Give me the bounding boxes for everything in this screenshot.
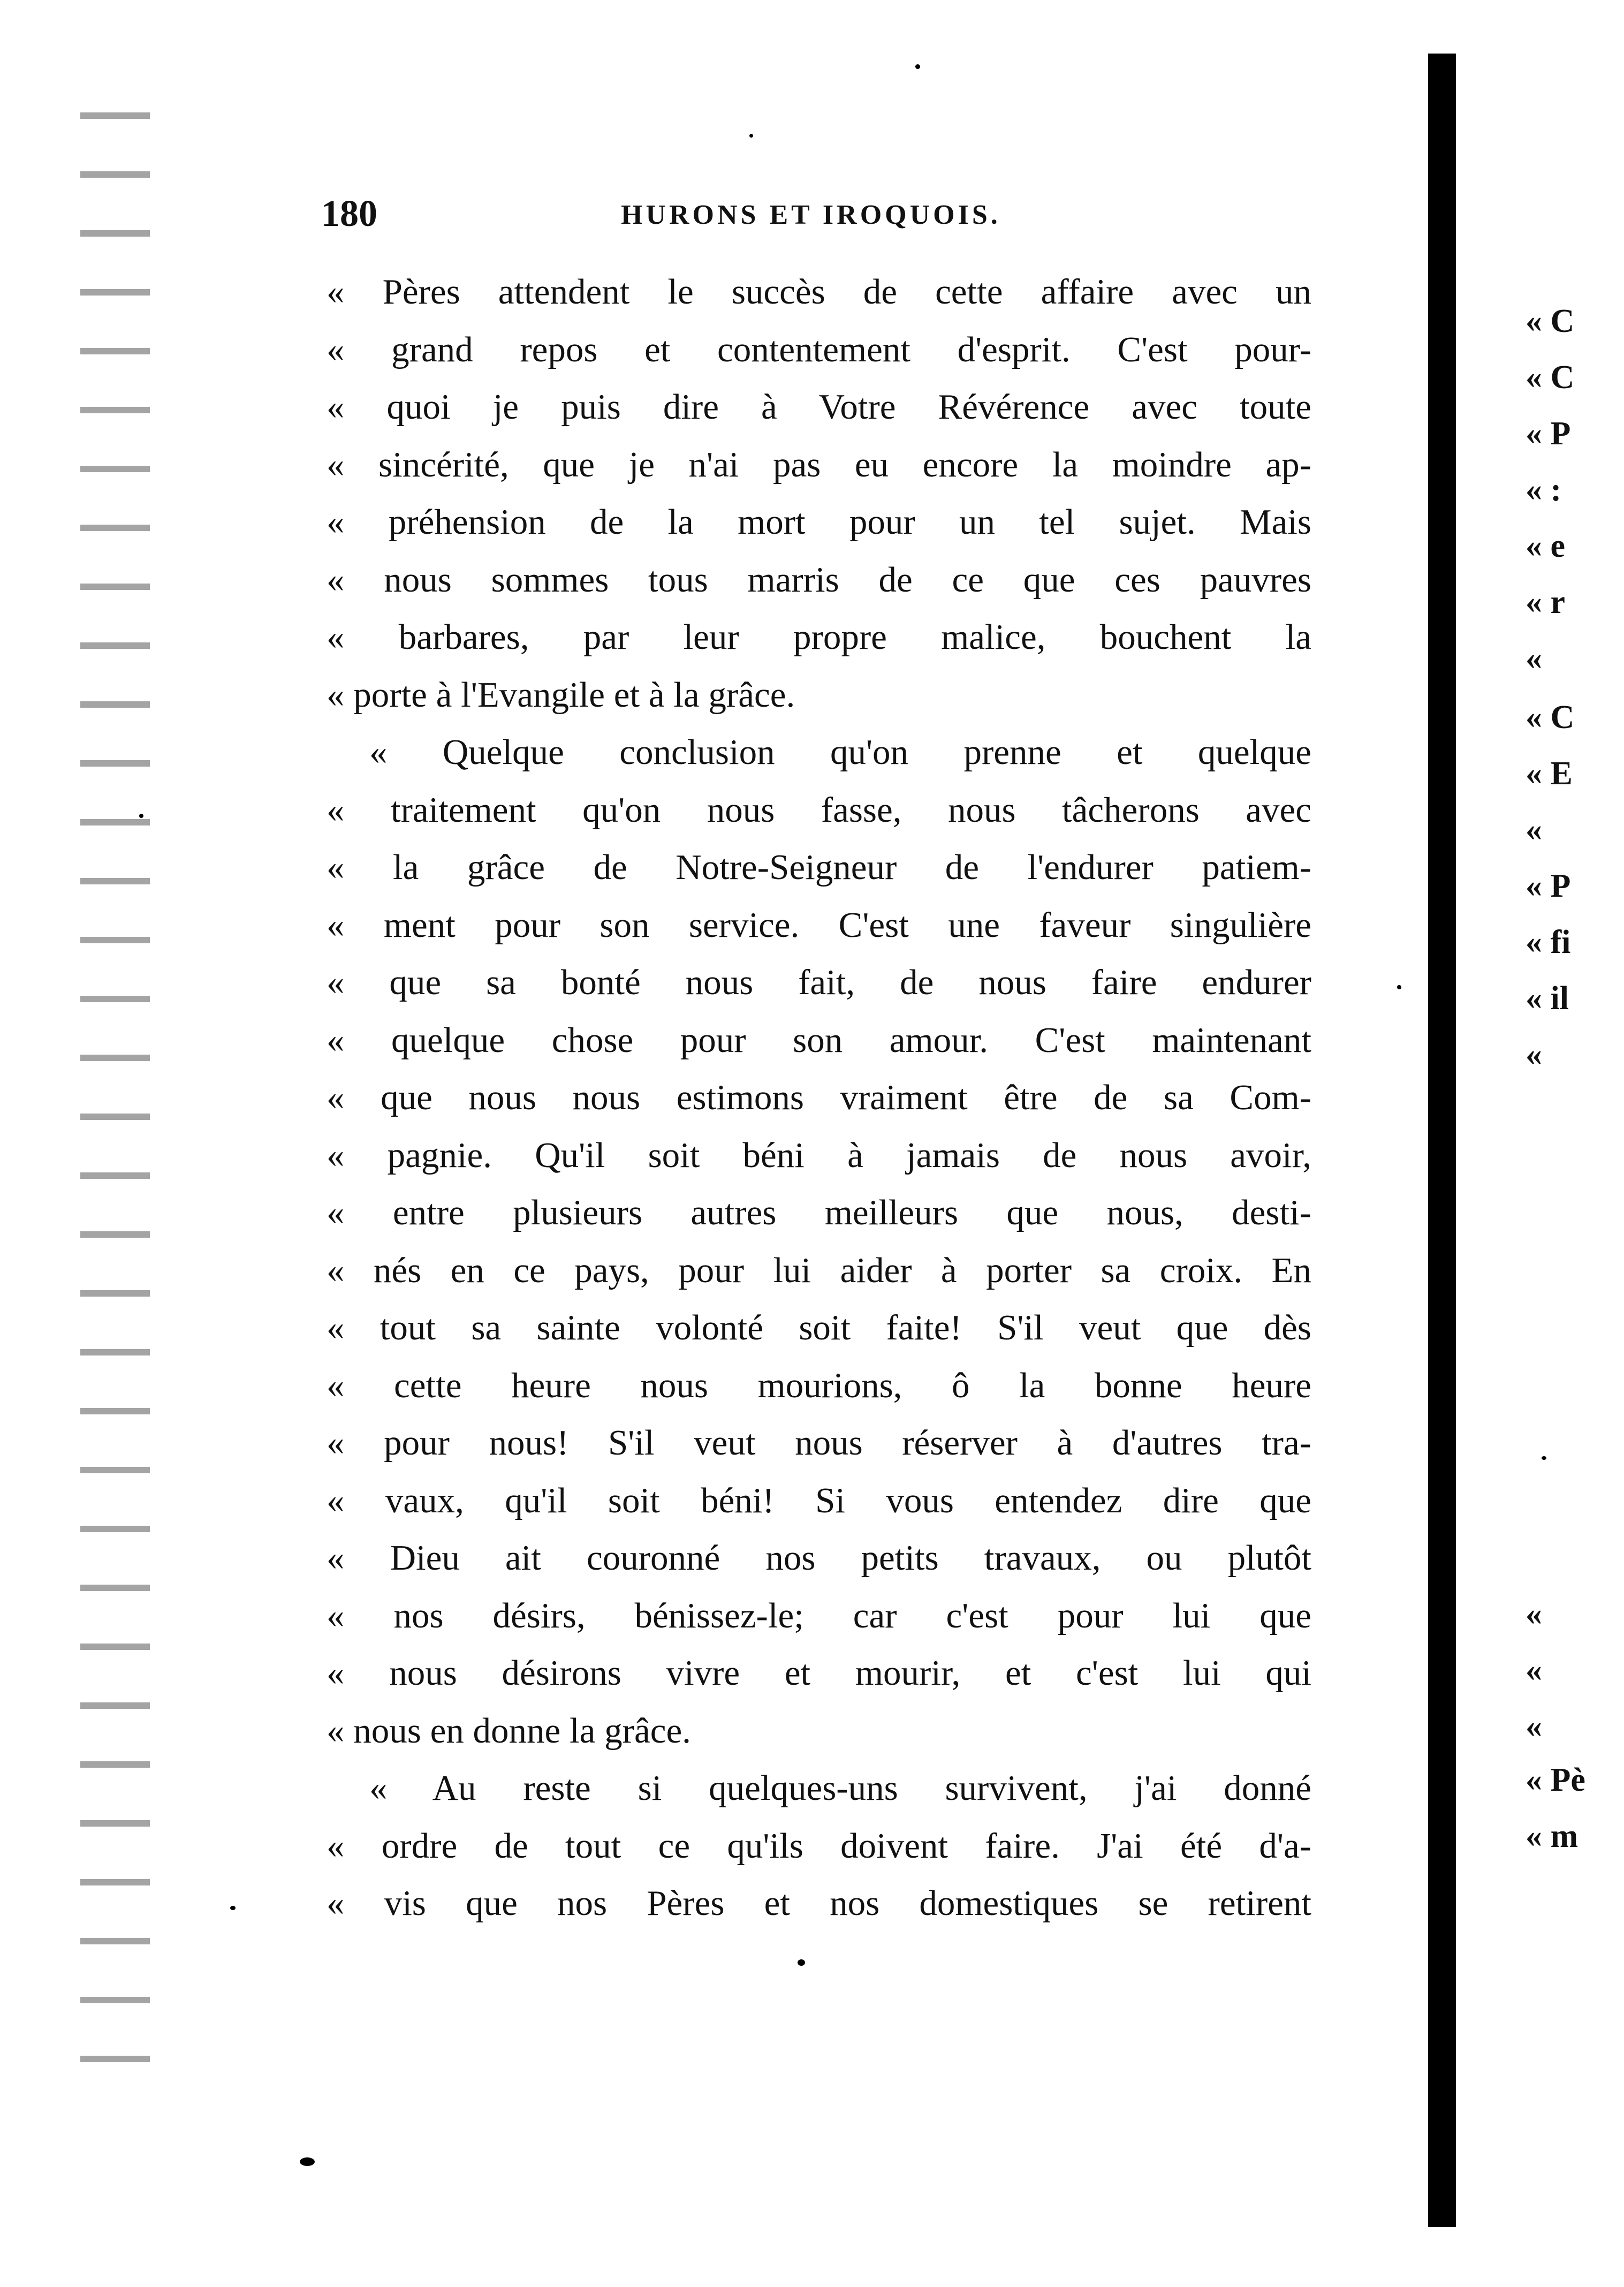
print-speck xyxy=(1397,985,1401,989)
text-line: « Dieu ait couronné nos petits travaux, ou plutôt xyxy=(327,1538,1311,1578)
text-line: « traitement qu'on nous fasse, nous tâcherons avec xyxy=(327,790,1311,830)
text-line: « sincérité, que je n'ai pas eu encore la moindre ap- xyxy=(327,444,1311,484)
next-page-fragment: « xyxy=(1526,640,1542,677)
next-page-fragment: « xyxy=(1526,812,1542,848)
text-line: « Quelque conclusion qu'on prenne et quelque xyxy=(369,732,1311,772)
next-page-fragment: « E xyxy=(1526,755,1573,792)
print-speck xyxy=(139,814,143,818)
text-line: « Au reste si quelques-uns survivent, j'ai donné xyxy=(369,1768,1311,1808)
text-line: « Pères attendent le succès de cette affaire avec un xyxy=(327,272,1311,312)
next-page-fragment: « il xyxy=(1526,980,1569,1017)
page-header xyxy=(321,193,1311,241)
text-line: « pagnie. Qu'il soit béni à jamais de nous avoir, xyxy=(327,1135,1311,1175)
next-page-fragment: « P xyxy=(1526,415,1571,452)
next-page-fragment: « : xyxy=(1526,472,1562,508)
text-line: « nos désirs, bénissez-le; car c'est pour lui que xyxy=(327,1595,1311,1635)
text-line: « tout sa sainte volonté soit faite! S'il veut que dès xyxy=(327,1308,1311,1347)
next-page-fragment: « e xyxy=(1526,528,1566,564)
next-page-fragment: « r xyxy=(1526,584,1566,620)
print-speck xyxy=(915,64,920,69)
text-line: « quelque chose pour son amour. C'est maintenant xyxy=(327,1020,1311,1060)
text-line: « préhension de la mort pour un tel sujet. Mais xyxy=(327,502,1311,542)
next-page-fragment: « Pè xyxy=(1526,1762,1585,1798)
next-page-fragment: « xyxy=(1526,1596,1542,1632)
text-line: « nés en ce pays, pour lui aider à porter sa croix. En xyxy=(327,1250,1311,1290)
print-speck xyxy=(1542,1456,1546,1460)
book-gutter-shadow xyxy=(1428,54,1456,2227)
text-line: « entre plusieurs autres meilleurs que nous, desti- xyxy=(327,1193,1311,1232)
text-line: « nous en donne la grâce. xyxy=(327,1710,691,1751)
next-page-fragment: « C xyxy=(1526,699,1575,736)
next-page-fragment: « m xyxy=(1526,1818,1579,1854)
next-page-fragment: « P xyxy=(1526,868,1571,904)
next-page-fragment: « C xyxy=(1526,359,1575,396)
text-line: « ordre de tout ce qu'ils doivent faire. J'ai été d'a- xyxy=(327,1826,1311,1866)
print-speck xyxy=(230,1906,236,1910)
text-line: « cette heure nous mourions, ô la bonne heure xyxy=(327,1365,1311,1405)
print-speck xyxy=(300,2157,315,2166)
next-page-fragment: « xyxy=(1526,1708,1542,1745)
next-page-fragment: « C xyxy=(1526,303,1575,339)
print-speck xyxy=(798,1959,805,1966)
body-text xyxy=(327,263,1311,1933)
text-line: « nous désirons vivre et mourir, et c'est lui qui xyxy=(327,1653,1311,1693)
next-page-fragment: « fi xyxy=(1526,924,1571,960)
text-line: « vaux, qu'il soit béni! Si vous entendez dire que xyxy=(327,1480,1311,1520)
text-line: « quoi je puis dire à Votre Révérence avec toute xyxy=(327,387,1311,427)
text-line: « la grâce de Notre-Seigneur de l'endurer patiem- xyxy=(327,847,1311,887)
text-line: « pour nous! S'il veut nous réserver à d'autres tra- xyxy=(327,1423,1311,1463)
next-page-fragment: « xyxy=(1526,1036,1542,1073)
print-speck xyxy=(749,134,753,138)
text-line: « barbares, par leur propre malice, bouchent la xyxy=(327,617,1311,657)
text-line: « porte à l'Evangile et à la grâce. xyxy=(327,675,795,715)
next-page-edge xyxy=(1526,0,1624,2287)
text-line: « ment pour son service. C'est une faveur singulière xyxy=(327,905,1311,945)
running-title: HURONS ET IROQUOIS. xyxy=(621,200,1001,230)
text-line: « grand repos et contentement d'esprit. C'est pour- xyxy=(327,329,1311,369)
text-line: « que sa bonté nous fait, de nous faire endurer xyxy=(327,963,1311,1002)
text-line: « que nous nous estimons vraiment être de sa Com- xyxy=(327,1078,1311,1117)
page-number: 180 xyxy=(321,193,377,234)
previous-page-edge-scan xyxy=(80,91,150,2072)
text-line: « vis que nos Pères et nos domestiques se retirent xyxy=(327,1883,1311,1923)
text-line: « nous sommes tous marris de ce que ces pauvres xyxy=(327,559,1311,600)
next-page-fragment: « xyxy=(1526,1652,1542,1688)
